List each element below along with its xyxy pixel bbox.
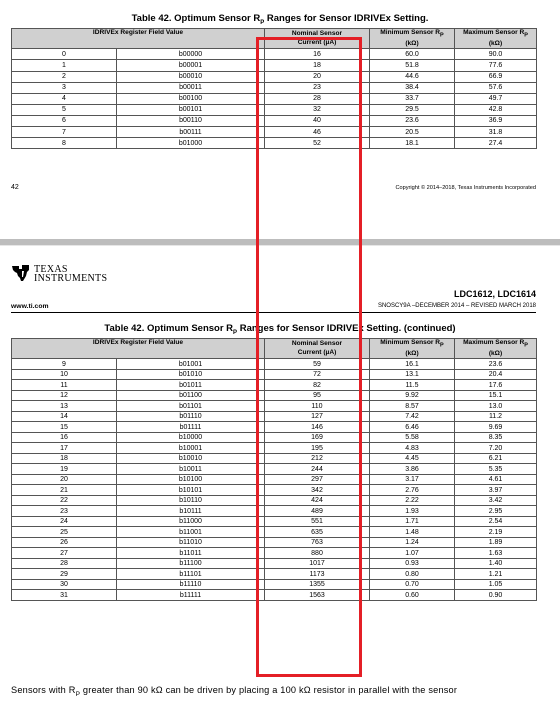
cell-index: 22	[12, 495, 117, 506]
cell-max-rp: 2.19	[455, 527, 537, 538]
cell-field-value: b11111	[117, 590, 265, 601]
cell-current: 40	[265, 115, 370, 126]
cell-max-rp: 49.7	[455, 93, 537, 104]
cell-field-value: b01100	[117, 390, 265, 401]
cell-min-rp: 33.7	[370, 93, 455, 104]
cell-current: 551	[265, 516, 370, 527]
cell-field-value: b11000	[117, 516, 265, 527]
site-url[interactable]: www.ti.com	[11, 303, 49, 310]
cell-index: 9	[12, 359, 117, 370]
header-max-rp: Maximum Sensor $R_P$ (kΩ)	[455, 29, 537, 49]
cell-field-value: b01000	[117, 138, 265, 149]
cell-min-rp: 4.83	[370, 443, 455, 454]
cell-index: 18	[12, 453, 117, 464]
cell-current: 110	[265, 401, 370, 412]
document-info: SNOSCY9A –DECEMBER 2014 – REVISED MARCH 2018	[377, 303, 536, 309]
cell-max-rp: 2.95	[455, 506, 537, 517]
cell-max-rp: 31.8	[455, 126, 537, 137]
cell-max-rp: 1.40	[455, 558, 537, 569]
cell-min-rp: 20.5	[370, 126, 455, 137]
cell-max-rp: 90.0	[455, 49, 537, 60]
cell-min-rp: 51.8	[370, 60, 455, 71]
cell-field-value: b10011	[117, 464, 265, 475]
table-row	[12, 464, 537, 475]
cell-max-rp: 6.21	[455, 453, 537, 464]
table-row	[12, 60, 537, 71]
table-row	[12, 369, 537, 380]
table-row	[12, 93, 537, 104]
table-row	[12, 401, 537, 412]
cell-field-value: b10001	[117, 443, 265, 454]
cell-index: 19	[12, 464, 117, 475]
cell-field-value: b00100	[117, 93, 265, 104]
cell-max-rp: 3.97	[455, 485, 537, 496]
cell-index: 16	[12, 432, 117, 443]
cell-index: 12	[12, 390, 117, 401]
cell-current: 23	[265, 82, 370, 93]
cell-current: 1355	[265, 579, 370, 590]
cell-min-rp: 44.6	[370, 71, 455, 82]
cell-current: 244	[265, 464, 370, 475]
cell-index: 11	[12, 380, 117, 391]
cell-max-rp: 2.54	[455, 516, 537, 527]
cell-index: 29	[12, 569, 117, 580]
table-row	[12, 138, 537, 149]
header-idrive: IDRIVEx Register Field Value	[12, 339, 265, 359]
table-row	[12, 422, 537, 433]
cell-max-rp: 1.21	[455, 569, 537, 580]
table-row	[12, 485, 537, 496]
cell-current: 18	[265, 60, 370, 71]
header-rule	[11, 312, 536, 313]
cell-min-rp: 5.58	[370, 432, 455, 443]
table2	[11, 338, 537, 601]
cell-index: 30	[12, 579, 117, 590]
table-row	[12, 71, 537, 82]
cell-max-rp: 9.69	[455, 422, 537, 433]
copyright-notice: Copyright © 2014–2018, Texas Instruments Incorporated	[395, 185, 536, 191]
cell-field-value: b00000	[117, 49, 265, 60]
cell-max-rp: 27.4	[455, 138, 537, 149]
cell-field-value: b00011	[117, 82, 265, 93]
cell-max-rp: 57.6	[455, 82, 537, 93]
cell-index: 6	[12, 115, 117, 126]
cell-max-rp: 7.20	[455, 443, 537, 454]
cell-min-rp: 4.45	[370, 453, 455, 464]
cell-index: 14	[12, 411, 117, 422]
cell-index: 2	[12, 71, 117, 82]
cell-index: 27	[12, 548, 117, 559]
cell-index: 3	[12, 82, 117, 93]
cell-field-value: b00110	[117, 115, 265, 126]
cell-current: 16	[265, 49, 370, 60]
page-separator-shadow	[0, 245, 560, 246]
cell-min-rp: 1.48	[370, 527, 455, 538]
cell-index: 8	[12, 138, 117, 149]
table-row	[12, 569, 537, 580]
cell-max-rp: 77.6	[455, 60, 537, 71]
cell-min-rp: 0.60	[370, 590, 455, 601]
cell-index: 7	[12, 126, 117, 137]
cell-min-rp: 16.1	[370, 359, 455, 370]
table-row	[12, 411, 537, 422]
cell-min-rp: 60.0	[370, 49, 455, 60]
cell-max-rp: 5.35	[455, 464, 537, 475]
cell-min-rp: 1.24	[370, 537, 455, 548]
cell-current: 82	[265, 380, 370, 391]
table-row	[12, 49, 537, 60]
table-row	[12, 537, 537, 548]
table-row	[12, 495, 537, 506]
page-number: 42	[11, 184, 19, 191]
cell-index: 4	[12, 93, 117, 104]
table-row	[12, 516, 537, 527]
cell-current: 1173	[265, 569, 370, 580]
cell-current: 342	[265, 485, 370, 496]
cell-current: 72	[265, 369, 370, 380]
table-row	[12, 115, 537, 126]
table-row	[12, 359, 537, 370]
cell-current: 46	[265, 126, 370, 137]
cell-current: 424	[265, 495, 370, 506]
cell-index: 23	[12, 506, 117, 517]
cell-min-rp: 2.22	[370, 495, 455, 506]
cell-current: 169	[265, 432, 370, 443]
cell-min-rp: 7.42	[370, 411, 455, 422]
cell-index: 24	[12, 516, 117, 527]
table-row	[12, 390, 537, 401]
cell-field-value: b01111	[117, 422, 265, 433]
cell-min-rp: 1.71	[370, 516, 455, 527]
table1	[11, 28, 537, 149]
header-idrive: IDRIVEx Register Field Value	[12, 29, 265, 49]
cell-index: 13	[12, 401, 117, 412]
ti-logo-icon	[11, 264, 31, 282]
cell-min-rp: 29.5	[370, 104, 455, 115]
cell-max-rp: 20.4	[455, 369, 537, 380]
cell-max-rp: 1.89	[455, 537, 537, 548]
cell-max-rp: 13.0	[455, 401, 537, 412]
cell-max-rp: 23.6	[455, 359, 537, 370]
cell-min-rp: 6.46	[370, 422, 455, 433]
cell-current: 127	[265, 411, 370, 422]
cell-field-value: b11100	[117, 558, 265, 569]
cell-min-rp: 8.57	[370, 401, 455, 412]
cell-current: 489	[265, 506, 370, 517]
cell-field-value: b11001	[117, 527, 265, 538]
cell-min-rp: 9.92	[370, 390, 455, 401]
cell-max-rp: 3.42	[455, 495, 537, 506]
cell-index: 28	[12, 558, 117, 569]
cell-max-rp: 4.61	[455, 474, 537, 485]
cell-field-value: b01110	[117, 411, 265, 422]
cell-min-rp: 1.93	[370, 506, 455, 517]
cell-min-rp: 38.4	[370, 82, 455, 93]
header-min-rp: Minimum Sensor $R_P$ (kΩ)	[370, 339, 455, 359]
cell-field-value: b10010	[117, 453, 265, 464]
cell-max-rp: 66.9	[455, 71, 537, 82]
cell-current: 297	[265, 474, 370, 485]
cell-index: 26	[12, 537, 117, 548]
cell-current: 1017	[265, 558, 370, 569]
cell-field-value: b10101	[117, 485, 265, 496]
table-row	[12, 443, 537, 454]
header-current: Nominal Sensor Current (µA)	[265, 339, 370, 359]
cell-current: 635	[265, 527, 370, 538]
cell-index: 25	[12, 527, 117, 538]
cell-current: 59	[265, 359, 370, 370]
cell-current: 95	[265, 390, 370, 401]
table-row	[12, 453, 537, 464]
cell-index: 20	[12, 474, 117, 485]
header-current: Nominal Sensor Current (µA)	[265, 29, 370, 49]
cell-field-value: b10111	[117, 506, 265, 517]
cell-min-rp: 1.07	[370, 548, 455, 559]
cell-max-rp: 1.63	[455, 548, 537, 559]
cell-field-value: b10000	[117, 432, 265, 443]
table-row	[12, 474, 537, 485]
cell-field-value: b01101	[117, 401, 265, 412]
table-row	[12, 527, 537, 538]
body-paragraph: Sensors with $R_P$ greater than 90 kΩ can be driven by placing a 100 kΩ resistor in parallel with the sensor	[11, 685, 458, 698]
cell-current: 20	[265, 71, 370, 82]
cell-field-value: b00010	[117, 71, 265, 82]
cell-field-value: b11110	[117, 579, 265, 590]
cell-current: 195	[265, 443, 370, 454]
part-numbers: LDC1612, LDC1614	[453, 289, 536, 299]
cell-index: 10	[12, 369, 117, 380]
cell-max-rp: 1.05	[455, 579, 537, 590]
cell-max-rp: 8.35	[455, 432, 537, 443]
cell-current: 146	[265, 422, 370, 433]
cell-min-rp: 13.1	[370, 369, 455, 380]
cell-max-rp: 17.6	[455, 380, 537, 391]
table1-title: Table 42. Optimum Sensor $R_P$ Ranges for Sensor IDRIVEx Setting.	[131, 13, 429, 26]
cell-field-value: b01011	[117, 380, 265, 391]
cell-current: 212	[265, 453, 370, 464]
table-row	[12, 82, 537, 93]
cell-index: 15	[12, 422, 117, 433]
cell-min-rp: 0.70	[370, 579, 455, 590]
table-row	[12, 579, 537, 590]
table-row	[12, 558, 537, 569]
cell-max-rp: 0.90	[455, 590, 537, 601]
cell-index: 17	[12, 443, 117, 454]
cell-field-value: b00101	[117, 104, 265, 115]
cell-min-rp: 23.6	[370, 115, 455, 126]
table-row	[12, 126, 537, 137]
cell-field-value: b00111	[117, 126, 265, 137]
cell-field-value: b01001	[117, 359, 265, 370]
cell-current: 763	[265, 537, 370, 548]
table1-header-row	[12, 29, 537, 49]
header-max-rp: Maximum Sensor $R_P$ (kΩ)	[455, 339, 537, 359]
cell-min-rp: 0.93	[370, 558, 455, 569]
cell-max-rp: 15.1	[455, 390, 537, 401]
table-row	[12, 506, 537, 517]
cell-field-value: b10110	[117, 495, 265, 506]
cell-field-value: b01010	[117, 369, 265, 380]
cell-max-rp: 42.8	[455, 104, 537, 115]
cell-max-rp: 36.9	[455, 115, 537, 126]
cell-min-rp: 3.17	[370, 474, 455, 485]
cell-field-value: b11010	[117, 537, 265, 548]
cell-field-value: b00001	[117, 60, 265, 71]
cell-current: 52	[265, 138, 370, 149]
cell-index: 21	[12, 485, 117, 496]
cell-field-value: b11101	[117, 569, 265, 580]
cell-min-rp: 2.76	[370, 485, 455, 496]
table-row	[12, 432, 537, 443]
cell-index: 5	[12, 104, 117, 115]
cell-max-rp: 11.2	[455, 411, 537, 422]
table-row	[12, 380, 537, 391]
cell-current: 32	[265, 104, 370, 115]
header-min-rp: Minimum Sensor $R_P$ (kΩ)	[370, 29, 455, 49]
cell-current: 1563	[265, 590, 370, 601]
cell-current: 880	[265, 548, 370, 559]
table-row	[12, 104, 537, 115]
cell-index: 0	[12, 49, 117, 60]
cell-index: 31	[12, 590, 117, 601]
cell-min-rp: 3.86	[370, 464, 455, 475]
cell-field-value: b11011	[117, 548, 265, 559]
cell-index: 1	[12, 60, 117, 71]
cell-min-rp: 18.1	[370, 138, 455, 149]
cell-current: 28	[265, 93, 370, 104]
cell-min-rp: 11.5	[370, 380, 455, 391]
cell-field-value: b10100	[117, 474, 265, 485]
cell-min-rp: 0.80	[370, 569, 455, 580]
table2-title: Table 42. Optimum Sensor $R_P$ Ranges for Sensor IDRIVEx Setting. (continued)	[104, 323, 456, 336]
table-row	[12, 548, 537, 559]
ti-logo-text: TEXAS INSTRUMENTS	[34, 264, 108, 284]
table-row	[12, 590, 537, 601]
table2-header-row	[12, 339, 537, 359]
